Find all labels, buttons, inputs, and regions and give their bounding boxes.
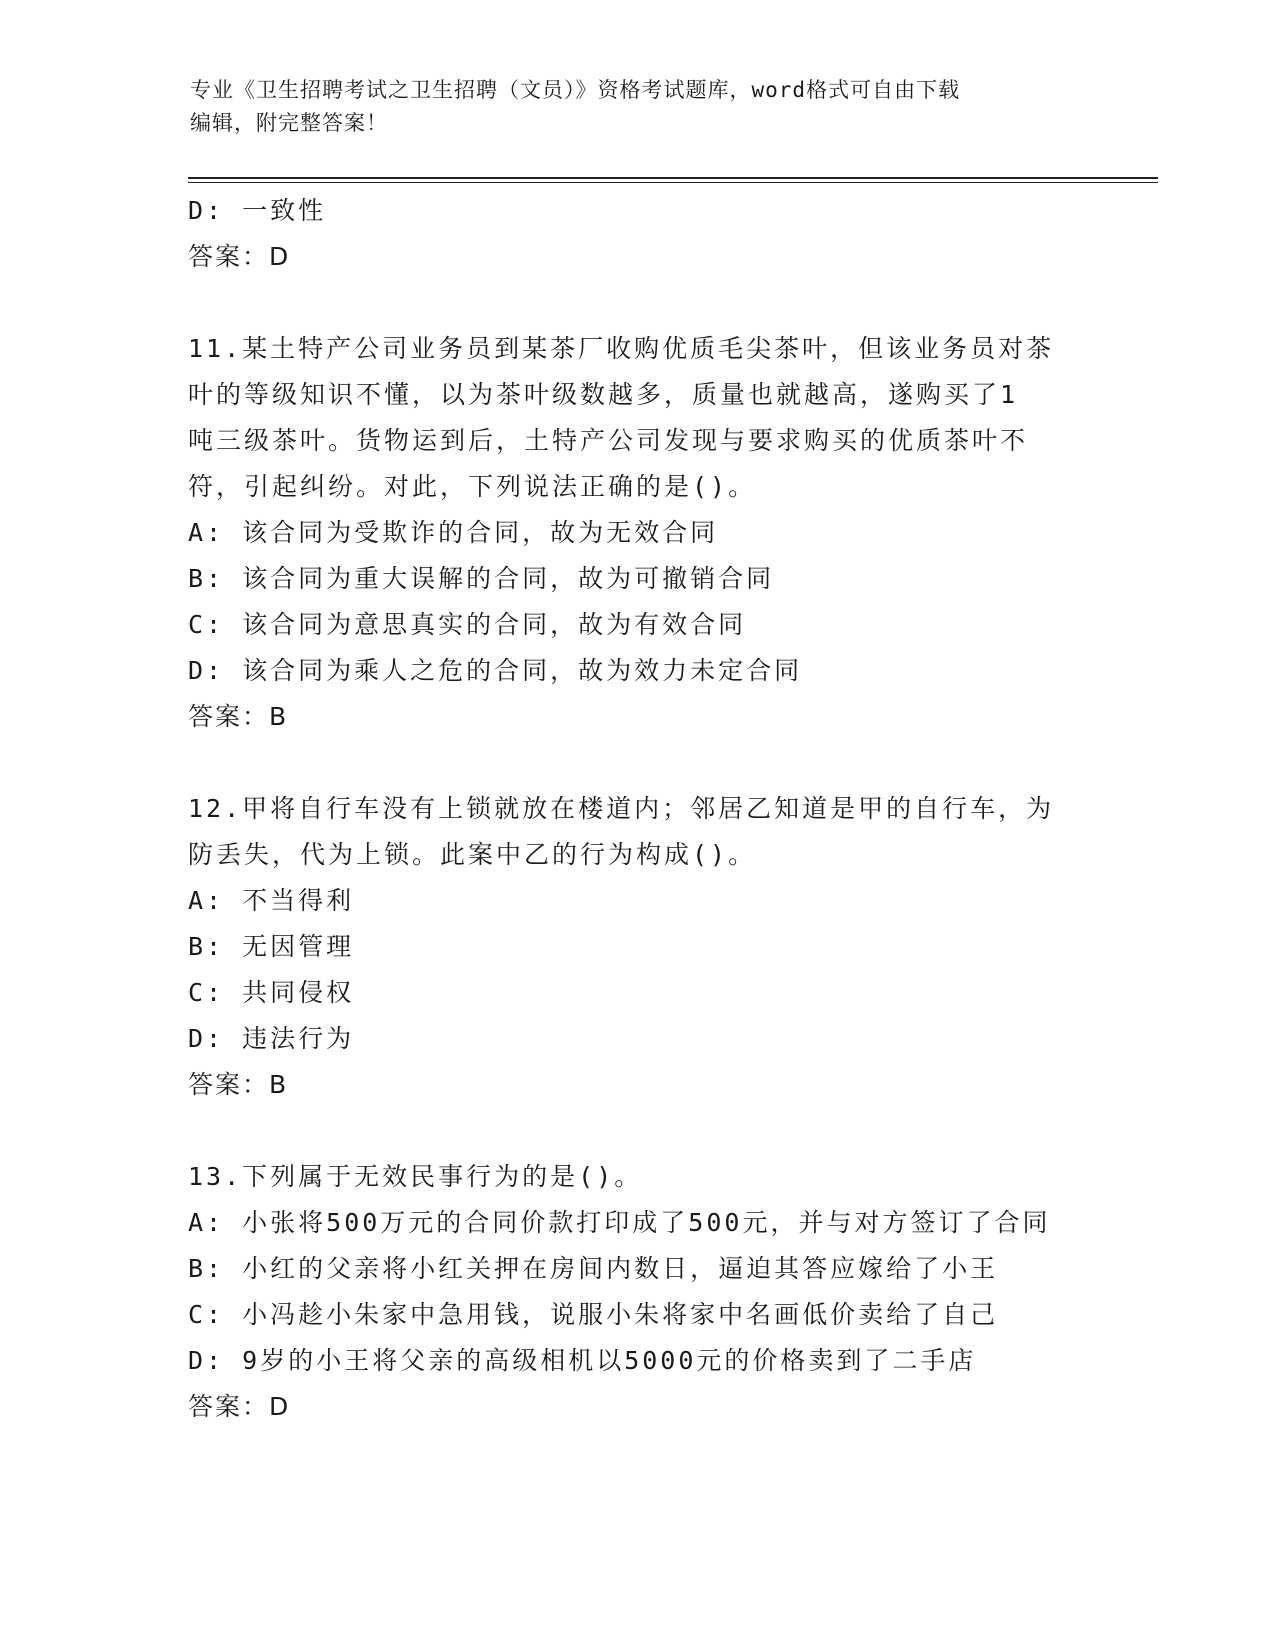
q11-option-c: C: 该合同为意思真实的合同，故为有效合同 (188, 610, 747, 639)
q13-answer: 答案：D (188, 1392, 291, 1421)
spacer (188, 280, 1088, 326)
q13-option-d: D: 9岁的小王将父亲的高级相机以5000元的价格卖到了二手店 (188, 1346, 977, 1375)
q11-answer: 答案：B (188, 702, 289, 731)
q11-stem-line-4: 符，引起纠纷。对此，下列说法正确的是()。 (188, 472, 757, 501)
q12-option-c: C: 共同侵权 (188, 978, 355, 1007)
q13-option-c: C: 小冯趁小朱家中急用钱，说服小朱将家中名画低价卖给了自己 (188, 1300, 999, 1329)
question-content (188, 188, 1088, 1430)
spacer (188, 1108, 1088, 1154)
q12-answer: 答案：B (188, 1070, 289, 1099)
q13-stem-line-1: 13.下列属于无效民事行为的是()。 (188, 1162, 643, 1191)
header-line-2: 编辑，附完整答案！ (190, 111, 388, 135)
header-line-1: 专业《卫生招聘考试之卫生招聘（文员）》资格考试题库，word格式可自由下载 (190, 78, 961, 102)
q11-stem-line-3: 吨三级茶叶。货物运到后，土特产公司发现与要求购买的优质茶叶不 (188, 426, 1029, 455)
prev-option-d: D: 一致性 (188, 196, 327, 225)
q12-stem-line-1: 12.甲将自行车没有上锁就放在楼道内；邻居乙知道是甲的自行车，为 (188, 794, 1055, 823)
q12-option-b: B: 无因管理 (188, 932, 355, 961)
question-13 (188, 1154, 1088, 1430)
q11-stem-line-1: 11.某土特产公司业务员到某茶厂收购优质毛尖茶叶，但该业务员对茶 (188, 334, 1055, 363)
question-12 (188, 786, 1088, 1108)
q11-stem-line-2: 叶的等级知识不懂，以为茶叶级数越多，质量也就越高，遂购买了1 (188, 380, 1019, 409)
q11-option-a: A: 该合同为受欺诈的合同，故为无效合同 (188, 518, 719, 547)
question-11 (188, 326, 1088, 740)
q12-option-d: D: 违法行为 (188, 1024, 355, 1053)
q12-option-a: A: 不当得利 (188, 886, 355, 915)
q11-option-b: B: 该合同为重大误解的合同，故为可撤销合同 (188, 564, 775, 593)
q13-option-b: B: 小红的父亲将小红关押在房间内数日，逼迫其答应嫁给了小王 (188, 1254, 999, 1283)
prev-answer: 答案：D (188, 242, 291, 271)
header-divider-thick (188, 177, 1158, 179)
q12-stem-line-2: 防丢失，代为上锁。此案中乙的行为构成()。 (188, 840, 757, 869)
header-divider-thin (188, 182, 1158, 183)
q11-option-d: D: 该合同为乘人之危的合同，故为效力未定合同 (188, 656, 803, 685)
document-header (190, 74, 1090, 140)
spacer (188, 740, 1088, 786)
q13-option-a: A: 小张将500万元的合同价款打印成了500元，并与对方签订了合同 (188, 1208, 1051, 1237)
